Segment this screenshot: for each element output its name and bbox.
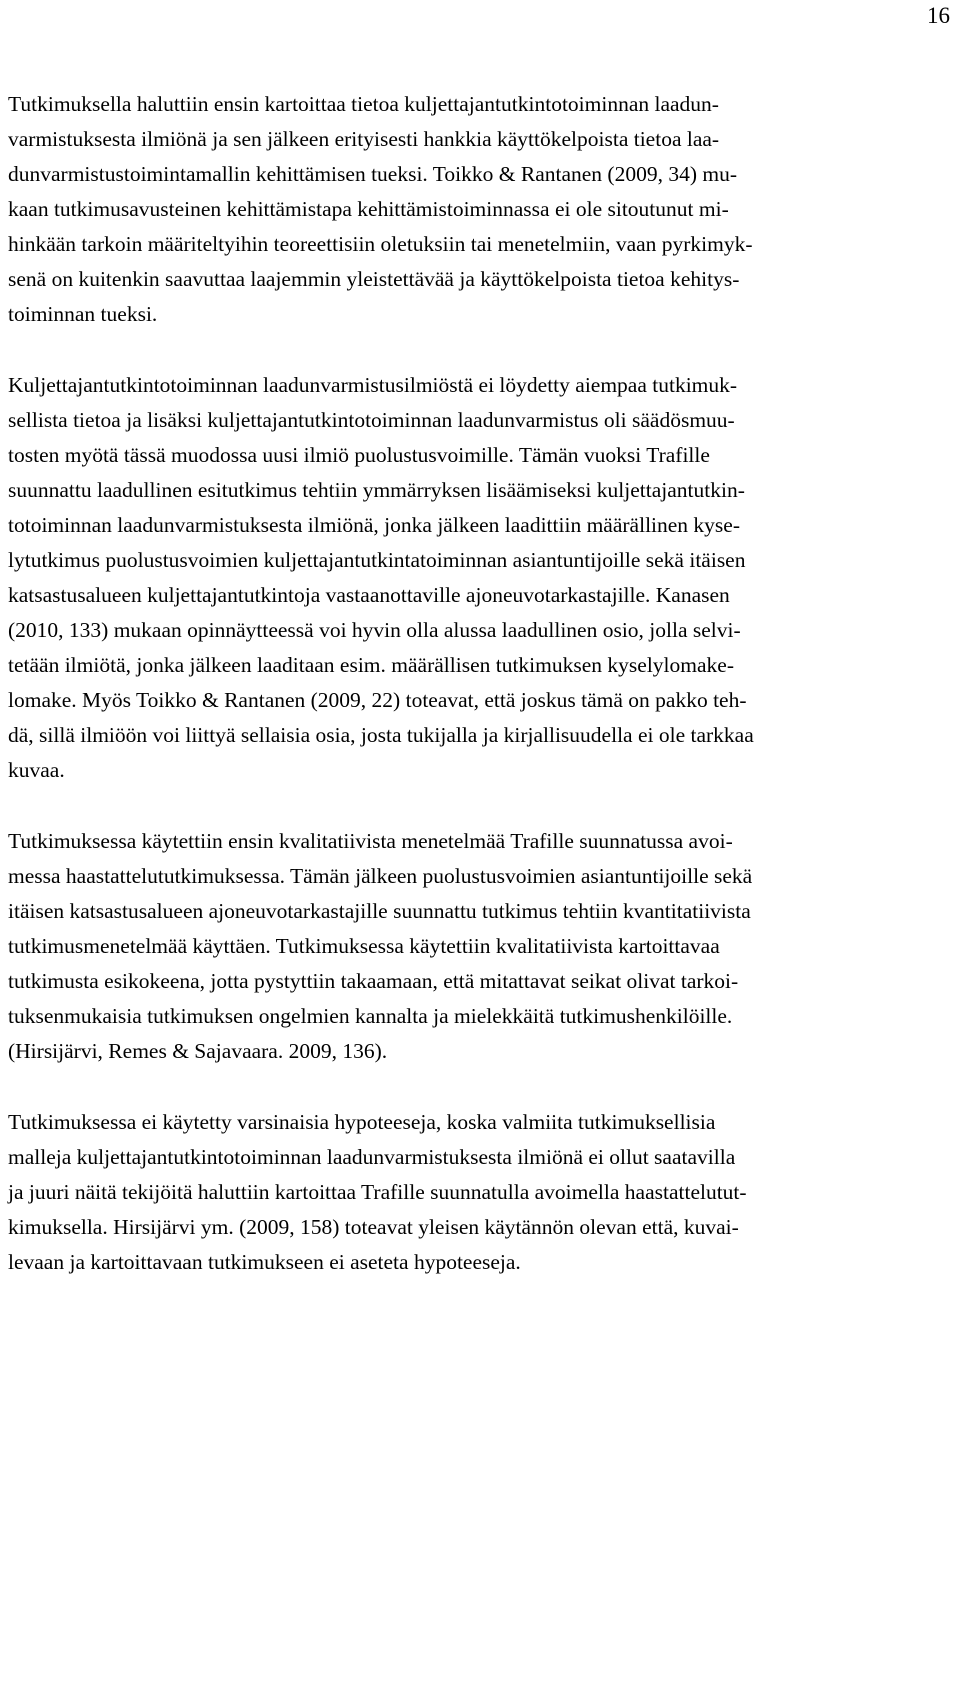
paragraph-4	[8, 1105, 960, 1280]
text-line: toiminnan tueksi.	[8, 302, 158, 326]
text-line: tosten myötä tässä muodossa uusi ilmiö puolustusvoimille. Tämän vuoksi Trafille	[8, 443, 710, 467]
text-line: ja juuri näitä tekijöitä haluttiin kartoittaa Trafille suunnatulla avoimella haastattelutut-	[8, 1180, 747, 1204]
text-line: sellista tietoa ja lisäksi kuljettajantutkintotoiminnan laadunvarmistus oli säädösmuu-	[8, 408, 735, 432]
text-line: Tutkimuksessa käytettiin ensin kvalitatiivista menetelmää Trafille suunnatussa avoi-	[8, 829, 733, 853]
text-line: tutkimusta esikokeena, jotta pystyttiin takaamaan, että mitattavat seikat olivat tarkoi-	[8, 969, 739, 993]
text-line: katsastusalueen kuljettajantutkintoja vastaanottaville ajoneuvotarkastajille. Kanasen	[8, 583, 730, 607]
text-line: tetään ilmiötä, jonka jälkeen laaditaan esim. määrällisen tutkimuksen kyselylomake-	[8, 653, 734, 677]
text-line: kimuksella. Hirsijärvi ym. (2009, 158) toteavat yleisen käytännön olevan että, kuvai-	[8, 1215, 739, 1239]
text-line: (Hirsijärvi, Remes & Sajavaara. 2009, 136).	[8, 1039, 388, 1063]
text-line: Tutkimuksessa ei käytetty varsinaisia hypoteeseja, koska valmiita tutkimuksellisia	[8, 1110, 716, 1134]
text-line: messa haastattelututkimuksessa. Tämän jälkeen puolustusvoimien asiantuntijoille sekä	[8, 864, 753, 888]
text-line: kuvaa.	[8, 758, 65, 782]
text-line: totoiminnan laadunvarmistuksesta ilmiönä, jonka jälkeen laadittiin määrällinen kyse-	[8, 513, 740, 537]
text-line: tuksenmukaisia tutkimuksen ongelmien kannalta ja mielekkäitä tutkimushenkilöille.	[8, 1004, 733, 1028]
paragraph-2	[8, 368, 960, 788]
text-line: suunnattu laadullinen esitutkimus tehtiin ymmärryksen lisäämiseksi kuljettajantutkin-	[8, 478, 745, 502]
text-line: senä on kuitenkin saavuttaa laajemmin yleistettävää ja käyttökelpoista tietoa kehitys-	[8, 267, 740, 291]
text-line: tutkimusmenetelmää käyttäen. Tutkimuksessa käytettiin kvalitatiivista kartoittavaa	[8, 934, 720, 958]
text-line: dunvarmistustoimintamallin kehittämisen tueksi. Toikko & Rantanen (2009, 34) mu-	[8, 162, 738, 186]
text-line: itäisen katsastusalueen ajoneuvotarkastajille suunnattu tutkimus tehtiin kvantitatiivista	[8, 899, 751, 923]
text-line: kaan tutkimusavusteinen kehittämistapa kehittämistoiminnassa ei ole sitoutunut mi-	[8, 197, 729, 221]
text-line: dä, sillä ilmiöön voi liittyä sellaisia osia, josta tukijalla ja kirjallisuudella ei ole tarkkaa	[8, 723, 754, 747]
text-line: varmistuksesta ilmiönä ja sen jälkeen erityisesti hankkia käyttökelpoista tietoa laa-	[8, 127, 720, 151]
document-body	[8, 87, 960, 1316]
paragraph-3	[8, 824, 960, 1069]
paragraph-1	[8, 87, 960, 332]
text-line: lytutkimus puolustusvoimien kuljettajantutkintatoiminnan asiantuntijoille sekä itäisen	[8, 548, 746, 572]
text-line: malleja kuljettajantutkintotoiminnan laadunvarmistuksesta ilmiönä ei ollut saatavilla	[8, 1145, 736, 1169]
text-line: hinkään tarkoin määriteltyihin teoreettisiin oletuksiin tai menetelmiin, vaan pyrkimyk-	[8, 232, 753, 256]
text-line: levaan ja kartoittavaan tutkimukseen ei aseteta hypoteeseja.	[8, 1250, 521, 1274]
text-line: Tutkimuksella haluttiin ensin kartoittaa tietoa kuljettajantutkintotoiminnan laadun-	[8, 92, 719, 116]
text-line: Kuljettajantutkintotoiminnan laadunvarmistusilmiöstä ei löydetty aiempaa tutkimuk-	[8, 373, 738, 397]
page-number: 16	[927, 3, 950, 28]
text-line: lomake. Myös Toikko & Rantanen (2009, 22) toteavat, että joskus tämä on pakko teh-	[8, 688, 747, 712]
text-line: (2010, 133) mukaan opinnäytteessä voi hyvin olla alussa laadullinen osio, jolla selvi-	[8, 618, 741, 642]
